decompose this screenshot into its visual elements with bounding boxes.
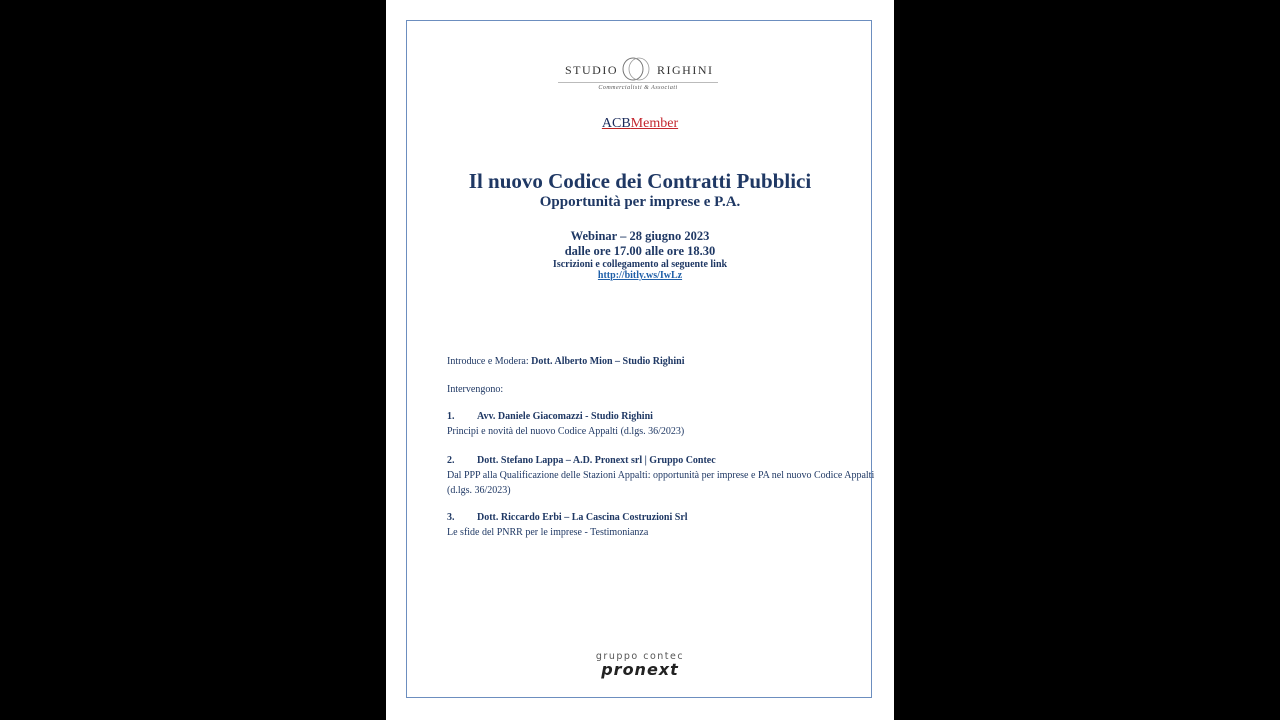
moderator-label: Introduce e Modera: [447, 356, 532, 367]
moderator-line [447, 356, 877, 367]
footer-brand-name: pronext [601, 660, 679, 679]
speaker-topic: Principi e novità del nuovo Codice Appalti (d.lgs. 36/2023) [447, 426, 685, 437]
moderator-name: Dott. Alberto Mion – Studio Righini [531, 356, 685, 367]
speakers-heading: Intervengono: [447, 384, 504, 395]
event-time: dalle ore 17.00 alle ore 18.30 [564, 244, 716, 258]
registration-link[interactable]: http://bitly.ws/IwLz [597, 270, 683, 281]
logo-right-word: RIGHINI [657, 63, 714, 77]
studio-righini-logo [558, 56, 718, 96]
event-registration-note: Iscrizioni e collegamento al seguente link [552, 259, 728, 270]
logo-rule [558, 82, 718, 83]
speaker-number: 2. [447, 455, 455, 466]
speaker-item [447, 510, 877, 540]
speaker-item [447, 409, 877, 439]
speaker-number: 3. [447, 512, 455, 523]
speaker-name: Dott. Stefano Lappa – A.D. Pronext srl | Gruppo Contec [477, 455, 716, 466]
logo-tagline: Commercialisti & Associati [598, 85, 678, 91]
page-subtitle: Opportunità per imprese e P.A. [539, 194, 741, 210]
footer-group-name: gruppo contec [595, 651, 685, 662]
speaker-name: Avv. Daniele Giacomazzi - Studio Righini [477, 411, 653, 422]
page-title: Il nuovo Codice dei Contratti Pubblici [468, 169, 812, 193]
speaker-name: Dott. Riccardo Erbi – La Cascina Costruzioni Srl [477, 512, 688, 523]
speaker-item [447, 453, 877, 498]
logo-circle-icon [620, 56, 652, 82]
pronext-logo [592, 651, 688, 681]
member-text: Member [630, 116, 679, 131]
logo-left-word: STUDIO [565, 63, 618, 77]
speaker-topic: Le sfide del PNRR per le imprese - Testimonianza [447, 527, 649, 538]
document-page [386, 0, 894, 720]
event-date: Webinar – 28 giugno 2023 [570, 229, 710, 243]
acb-text: ACB [601, 116, 631, 131]
speaker-number: 1. [447, 411, 455, 422]
acb-member-badge [386, 116, 894, 132]
speaker-topic: Dal PPP alla Qualificazione delle Stazioni Appalti: opportunità per imprese e PA nel nuovo Codice Appalti (d.lgs. 36/2023) [447, 470, 875, 496]
